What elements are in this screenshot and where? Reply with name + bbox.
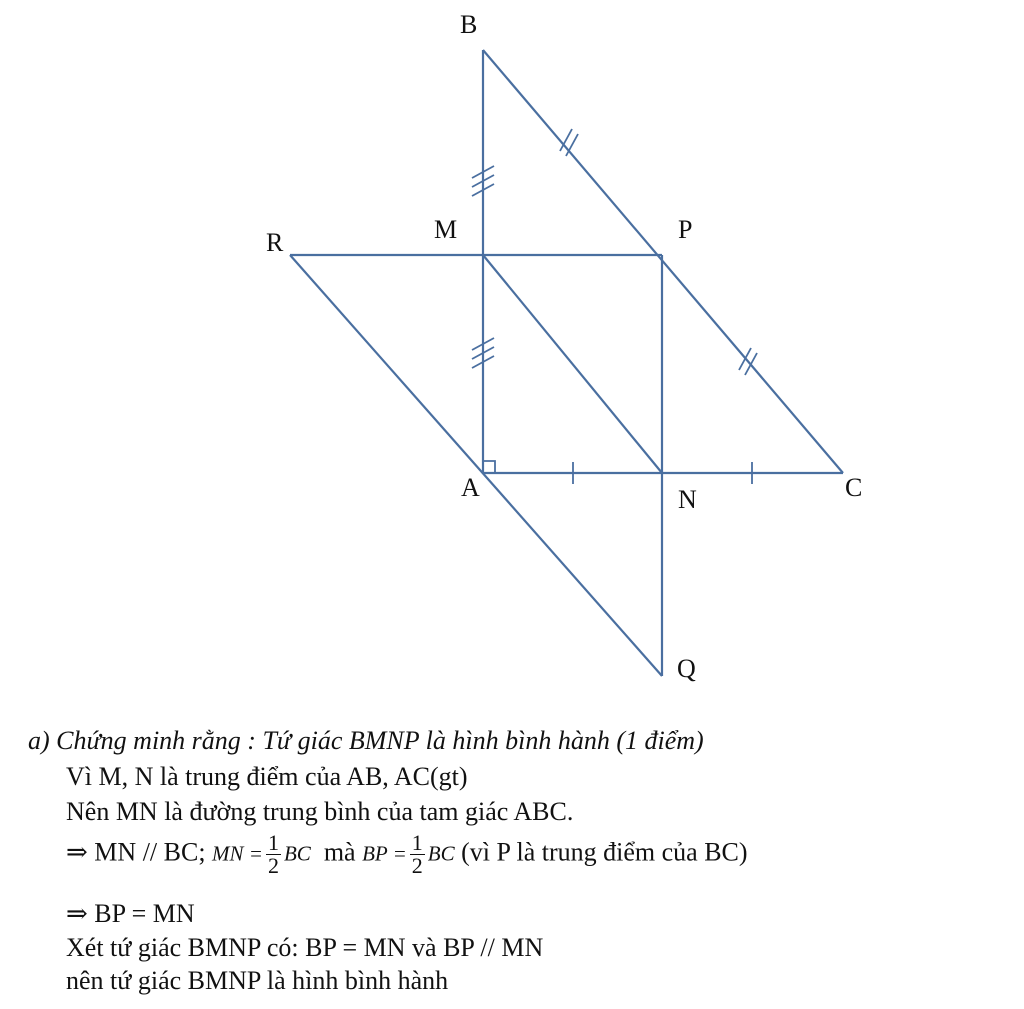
segment-RQ	[290, 255, 662, 676]
label-R: R	[266, 228, 284, 257]
label-A: A	[461, 473, 480, 502]
label-N: N	[678, 485, 697, 514]
label-P: P	[678, 215, 693, 244]
fraction-one-half-2: $\frac{1}{2}$	[411, 830, 423, 878]
label-M: M	[434, 215, 458, 244]
conjunction-ma: mà	[323, 837, 356, 867]
solution-line-1: Vì M, N là trung điểm của AB, AC(gt)	[66, 762, 468, 791]
formula-bp-rhs: BC	[427, 841, 455, 866]
solution-line-6: nên tứ giác BMNP là hình bình hành	[66, 966, 449, 995]
implies-arrow: ⇒	[66, 837, 88, 867]
solution-line-3	[66, 832, 748, 892]
conclusion-bp-mn: BP = MN	[94, 899, 195, 928]
formula-mn-lhs: MN =	[212, 841, 263, 866]
fraction-one-half: $\frac{1}{2}$	[267, 830, 279, 878]
right-angle-mark	[483, 461, 495, 473]
reason-text: (vì P là trung điểm của BC)	[461, 837, 748, 867]
segment-MN	[483, 255, 662, 473]
question-heading: a) Chứng minh rằng : Tứ giác BMNP là hình bình hành (1 điểm)	[28, 726, 704, 755]
parallel-statement: MN // BC;	[94, 837, 206, 867]
label-C: C	[845, 473, 863, 502]
solution-line-2: Nên MN là đường trung bình của tam giác ABC.	[66, 797, 574, 826]
solution-line-4	[66, 897, 195, 931]
label-Q: Q	[677, 654, 696, 683]
formula-mn-rhs: BC	[283, 841, 311, 866]
label-B: B	[460, 10, 478, 39]
implies-arrow-2: ⇒	[66, 899, 88, 928]
formula-bp-lhs: BP =	[362, 841, 407, 866]
solution-line-5: Xét tứ giác BMNP có: BP = MN và BP // MN	[66, 933, 544, 962]
